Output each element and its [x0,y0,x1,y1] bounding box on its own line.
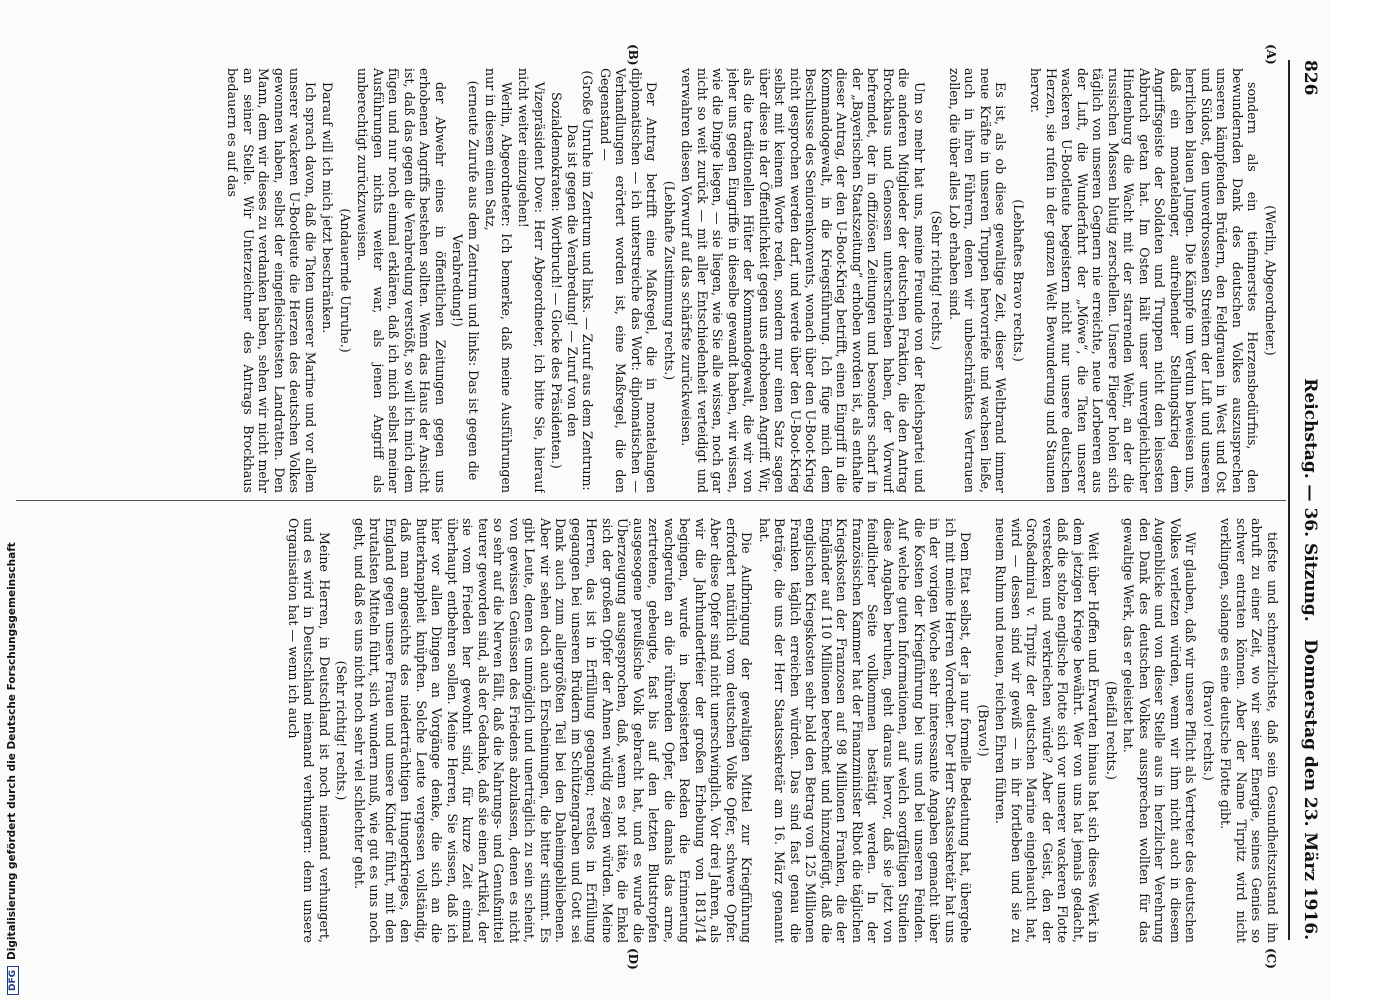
paragraph: Wir glauben, daß wir unsere Pflicht als Vertreter des deutschen Volkes verletzen würden, wenn wir ihm nicht auch in diesem Augenblicke und von dieser Stelle aus in herzlicher Verehrung den Dank des deutschen Volkes aussprechen wollten für das gewaltige Werk, das er geleistet hat. [1121,518,1199,943]
paragraph: der Abwehr eines in öffentlichen Zeitungen gegen uns erhobenen Angriffs bestehen sollten. Wenn das Haus der Ansicht ist, daß das gegen die Verabredung verstößt, so will ich mich dem fügen und nur noch einmal erklären, daß ich mich selbst meiner Ausführungen nichts weiter war, als jenen Angriff als unberechtigt zurückzuweisen. [355,68,448,493]
interjection: (Große Unruhe im Zentrum und links. — Zuruf aus dem Zentrum: Das ist gegen die Verabredung! — Zuruf von den Sozialdemokraten: Wortbruch! — Glocke des Präsidenten.) [549,70,596,491]
paragraph: Es ist, als ob diese gewaltige Zeit, dieser Weltbrand immer neue Kräfte in unseren Truppen hervorriefe und wachsen ließe, auch in ihren Führern, denen wir unbeschränktes Vertrauen zollen, die über alles Lob erhaben sind. [947,68,1009,493]
header-title: Reichstag. — 36. Sitzung. [1300,378,1320,622]
right-column [20,518,1280,943]
margin-marker-c: (C) [1264,948,1278,969]
paragraph: Meine Herren, in Deutschland ist noch niemand verhungert, und es wird in Deutschland niemand verhungern: denn unsere Organisation hat — wenn ich auch [286,518,332,943]
margin-marker-d: (D) [626,948,640,970]
column-separator [16,500,1286,501]
interjection: (Werlin, Abgeordneter.) [1263,205,1278,356]
paragraph: tiefste und schmerzlichste, daß sein Gesundheitszustand ihn abruft zu einer Zeit, wo wir seiner Energie, seines Genies so schwer entraten können. Aber der Name Tirpitz wird nicht verklingen, solange es eine deutsche Flotte gibt. [1218,518,1280,943]
paragraph: Die Aufbringung der gewaltigen Mittel zur Kriegführung erfordert natürlich vom deutschen Volke Opfer, schwere Opfer. Aber diese Opfer sind nicht unerschwinglich. Vor drei Jahren, als wir die Jahrhundertfeier der großen Erhebung von 1813/14 begingen, wurde in begeisterten Reden die Erinnerung wachgerufen an die rührenden Opfer, die damals das arme, zertretene, gebeugte, fast bis auf den letzten Blutstropfen ausgesogene preußische Volk gebracht hat, und es wurde die Überzeugung ausgesprochen, daß, wenn es not täte, die Enkel sich der großen Opfer der Ahnen würdig zeigen würden. Meine Herren, das ist in Erfüllung gegangen; restlos in Erfüllung gegangen bei unseren Brüdern im Schützengraben und Gott sei Dank auch zum allergrößten Teil bei den Daheimgebliebenen. Aber wir sehen doch auch Erscheinungen, die bitter stimmt. Es gibt Leute, denen es unmöglich und unerträglich zu sein scheint, von gewissen Genüssen des Friedens abzulassen, denen es nicht so sehr auf die Nerven fällt, daß die Nahrungs- und Genußmittel teurer geworden sind, als der Gedanke, daß sie einen Artikel, der sie vom Frieden her gewohnt sind, für kurze Zeit einmal überhaupt entbehren sollen. Meine Herren, Sie wissen, daß ich hier vor allen Dingen an Vorgänge denke, die sich an die Butterknappheit knüpften. Solche Leute vergessen vollständig, daß man angesichts des niederträchtigen Hungerkrieges, den England gegen unsere Frauen und unsere Kinder führt, mit den brutalsten Mitteln führt, sich wundern muß, wie gut es uns noch geht, und daß es uns nicht noch sehr viel schlechter geht. [352,518,755,943]
interjection: (Sehr richtig! rechts.) [334,660,350,801]
interjection: (Sehr richtig! rechts.) [929,210,945,351]
interjection: (Lebhafte Zustimmung rechts.) [662,180,677,381]
paragraph: Darauf will ich mich jetzt beschränken. [320,82,336,334]
paragraph: Weit über Hoffen und Erwarten hinaus hat sich dieses Werk in dem jetzigen Kriege bewährt. Wer von uns hat jemals gedacht, daß die stolze englische Flotte sich vor unserer wackeren Flotte verstecken und verkriechen würde? Aber der Geist, den der Großadmiral v. Tirpitz der deutschen Marine eingehaucht hat, wird — dessen sind wir gewiß — in ihr fortleben und sie zu neuem Ruhm und neuen, reichen Ehren führen. [993,518,1102,943]
footer-text: Digitalisierung gefördert durch die Deutsche Forschungsgemeinschaft [6,542,18,960]
page-header [1292,60,1320,940]
paragraph: Ich sprach davon, daß die Taten unserer Marine und vor allem unserer wackeren U-Bootleute die Herzen des deutschen Volkes gewonnen haben, selbst der eingefleischtesten Landratten. Den Mann, dem wir dieses zu verdanken haben, sehen wir nicht mehr an seiner Stelle. Wir Unterzeichner des Antrags Brockhaus bedauern es auf das [225,68,318,493]
left-column [20,68,1280,493]
paragraph: Werlin, Abgeordneter: Ich bemerke, daß meine Ausführungen nur in diesem einen Satz, [483,68,514,493]
interjection: (Bravo!) [976,704,991,757]
dfg-logo: DFG [7,966,19,995]
header-rule [1288,60,1290,940]
paragraph: Um so mehr hat uns, meine Freunde von der Reichspartei und die anderen Mitglieder der deutschen Fraktion, die den Antrag Brockhaus und Genossen unterschrieben haben, der Vorwurf befremdet, der in offiziösen Zeitungen und besonders scharf in der „Bayerischen Staatszeitung“ erhoben worden ist, als enthalte dieser Antrag, der den U-Boot-Krieg betrifft, einen Eingriff in die Kommandogewalt, in die Kriegsführung. Ich füge mich dem Beschlusse des Seniorenkonvents, wonach über den U-Boot-Krieg nicht gesprochen werden darf, und werde über den U-Boot-Krieg selbst mit keinem Worte reden, sondern nur einen Satz sagen über diese in der Öffentlichkeit gegen uns erhobenen Angriff. Wir, als die traditionellen Hüter der Kommandogewalt, die wir von jeher uns gegen Eingriffe in dieselbe gewandt haben, wir wissen, wie die Dinge liegen, — sie liegen, wie Sie alle wissen, noch gar nicht so weit zurück — mit aller Entschiedenheit verteidigt und verwahren diesen Vorwurf auf das schärfste zurückweisen. [679,68,927,493]
interjection: (Bravo! rechts.) [1201,680,1216,781]
interjection: (Andauernde Unruhe.) [338,208,353,353]
header-date: Donnerstag den 23. März 1916. [1300,639,1320,940]
paragraph: Dem Etat selbst, der ja nur formelle Bedeutung hat, übergehe ich mit meine Herren Vorredner. Der Herr Staatssekretär hat uns in der vorigen Woche sehr interessante Angaben gemacht über die Kosten der Kriegführung bei uns und bei unseren Feinden. Auf welche guten Informationen, auf welch sorgfältigen Studien diese Angaben beruhen, geht daraus hervor, daß sie jetzt von feindlicher Seite vollkommen bestätigt werden. In der französischen Kammer hat der Finanzminister Ribot die täglichen Kriegskosten der Franzosen auf 98 Millionen Franken, die der Engländer auf 110 Millionen berechnet und hinzugefügt, daß die englischen Kriegskosten sehr bald den Betrag von 125 Millionen Franken täglich erreichen würden. Das sind fast genau die Beträge, die uns der Herr Staatssekretär am 16. März genannt hat. [757,518,974,943]
page-number: 826 [1300,60,1320,96]
margin-marker-b: (B) [626,44,640,66]
paragraph: Der Antrag betrifft eine Maßregel, die in monatelangen diplomatischen — ich unterstreiche das Wort: diplomatischen — Verhandlungen erörtert worden ist, eine Maßregel, die den Gegenstand — [598,68,660,493]
interjection: (Lebhaftes Bravo rechts.) [1011,199,1026,362]
margin-marker-a: (A) [1264,44,1278,65]
paragraph: Vizepräsident Dove: Herr Abgeordneter, ich bitte Sie, hierauf nicht weiter einzugehen! [516,68,547,493]
paragraph: sondern als ein tiefinnerstes Herzensbedürfnis, den bewundernden Dank des deutschen Volkes auszusprechen unseren kämpfenden Brüdern, den Feldgrauen in West und Ost und Südost, den unverdrossenen Streitern der Luft und unseren herrlichen blauen Jungen. Die Kämpfe um Verdun beweisen uns, daß ein monatelanger, aufreibender Stellungskrieg dem Angriffsgeiste der Soldaten und Truppen nicht den leisesten Abbruch getan hat. Im Osten hält unser unvergleichlicher Hindenburg die Wacht mit der starrenden Wehr, an der die russischen Massen blutig zerschellen. Unsere Flieger holen sich täglich von unseren Gegnern nie erreichte, neue Lorbeeren aus der Luft, die Wunderfahrt der „Möwe“, die Taten unserer wackeren U-Bootleute begeistern nicht nur unsere deutschen Herzen, sie rufen in der ganzen Welt Bewunderung und Staunen hervor. [1028,68,1261,493]
interjection: (erneute Zurufe aus dem Zentrum und links: Das ist gegen die Verabredung!) [450,80,481,481]
interjection: (Beifall rechts.) [1104,681,1119,780]
footer-credit [6,0,36,995]
